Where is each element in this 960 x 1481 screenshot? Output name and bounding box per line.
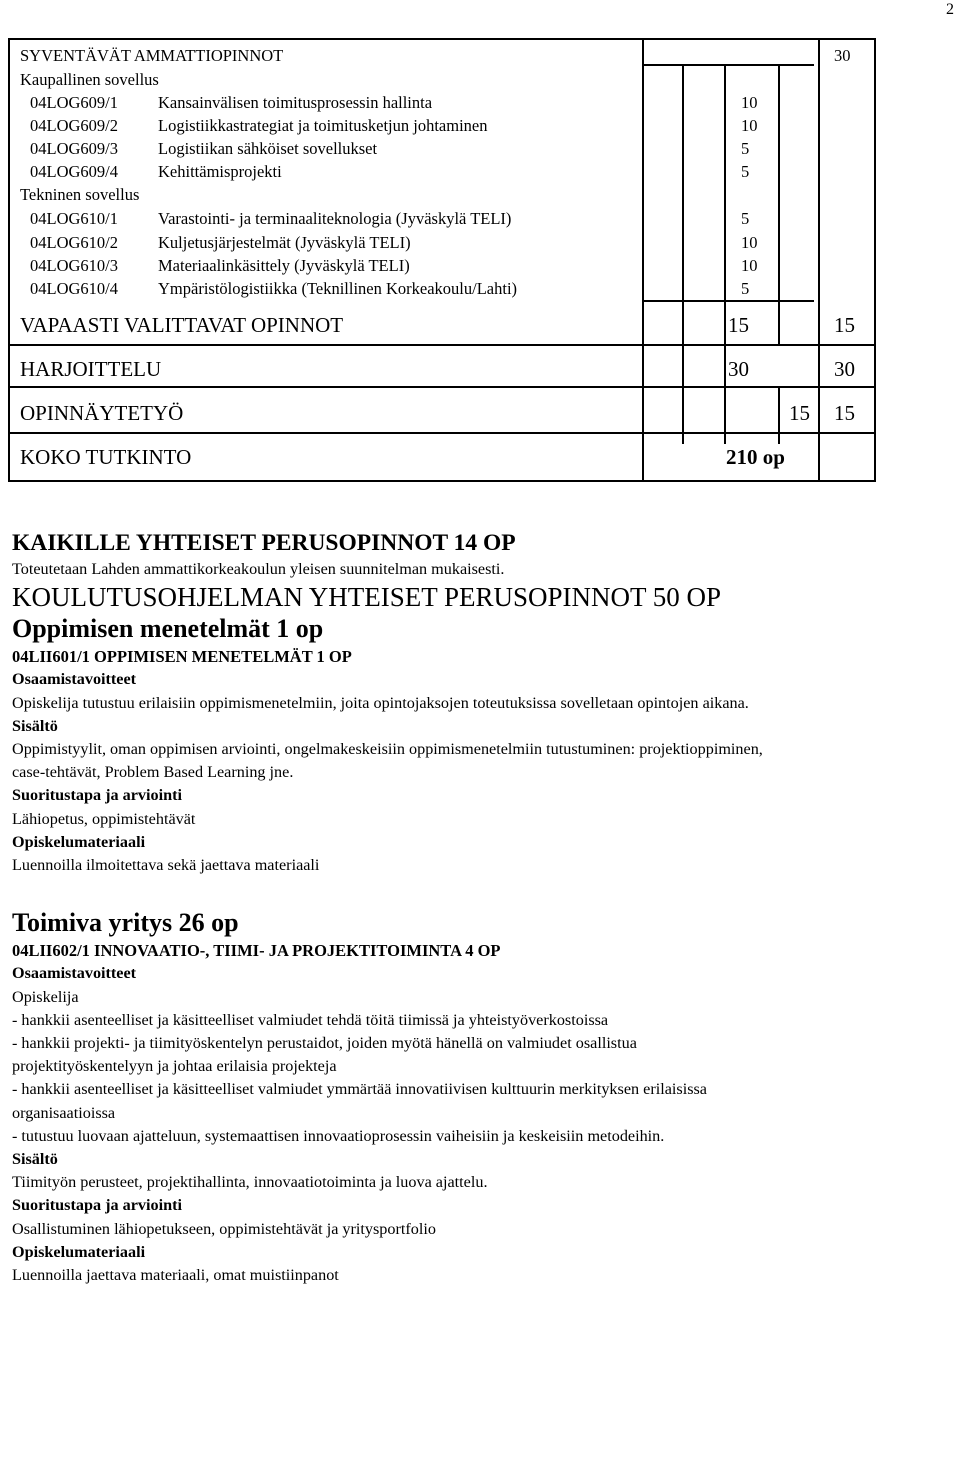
heading-koulutusohjelma: KOULUTUSOHJELMAN YHTEISET PERUSOPINNOT 50 OP	[12, 582, 722, 613]
document-body	[12, 528, 952, 1287]
course-code: 04LOG610/1	[30, 209, 118, 228]
course-credits: 10	[741, 256, 758, 275]
total-label: KOKO TUTKINTO	[20, 445, 192, 469]
group-label: Kaupallinen sovellus	[20, 70, 159, 89]
paragraph: Luennoilla jaettava materiaali, omat muistiinpanot	[12, 1266, 339, 1285]
paragraph: Oppimistyylit, oman oppimisen arviointi, ongelmakeskeisiin oppimismenetelmiin tutustuminen: projektioppiminen,	[12, 740, 763, 759]
course-credits: 5	[741, 279, 750, 298]
section-heading: Oppimisen menetelmät 1 op	[12, 614, 324, 644]
paragraph-line: - hankkii asenteelliset ja käsitteelliset valmiudet tehdä töitä tiimissä ja yhteistyöverkostoissa	[12, 1010, 609, 1029]
subheading-suoritustapa: Suoritustapa ja arviointi	[12, 786, 182, 805]
subheading-sisalto: Sisältö	[12, 1150, 58, 1169]
summary-label: VAPAASTI VALITTAVAT OPINNOT	[20, 313, 344, 337]
column-divider	[778, 66, 780, 344]
paragraph: Opiskelija tutustuu erilaisiin oppimismenetelmiin, joita opintojaksojen toteutuksissa sovelletaan opintojen aikana.	[12, 693, 749, 712]
course-credits: 10	[741, 233, 758, 252]
page-number: 2	[946, 1, 954, 18]
row-divider	[10, 344, 874, 346]
course-code: 04LOG609/2	[30, 116, 118, 135]
subheading-opiskelumateriaali: Opiskelumateriaali	[12, 1242, 146, 1261]
course-name: Varastointi- ja terminaaliteknologia (Jyväskylä TELI)	[158, 209, 512, 228]
summary-label: OPINNÄYTETYÖ	[20, 401, 184, 425]
row-divider	[642, 300, 814, 302]
column-divider	[642, 344, 644, 480]
column-divider	[818, 40, 820, 480]
course-heading: 04LII602/1 INNOVAATIO-, TIIMI- JA PROJEKTITOIMINTA 4 OP	[12, 941, 501, 961]
summary-value-b: 15	[834, 401, 855, 425]
course-credits: 10	[741, 93, 758, 112]
total-value: 210 op	[726, 445, 785, 469]
table-title-total: 30	[834, 46, 851, 65]
paragraph-line: - tutustuu luovaan ajatteluun, systemaattisen innovaatioprosessin vaiheisiin ja keskeisiin metodeihin.	[12, 1126, 665, 1145]
row-divider	[642, 64, 814, 66]
paragraph-line: - hankkii asenteelliset ja käsitteelliset valmiudet ymmärtää innovatiivisen kulttuurin merkityksen erilaisissa	[12, 1080, 707, 1099]
subheading-osaamistavoitteet: Osaamistavoitteet	[12, 670, 137, 689]
course-name: Logistiikan sähköiset sovellukset	[158, 139, 378, 158]
table-title: SYVENTÄVÄT AMMATTIOPINNOT	[20, 46, 284, 65]
summary-value-a: 15	[789, 401, 810, 425]
section-heading: Toimiva yritys 26 op	[12, 908, 239, 938]
course-code: 04LOG610/3	[30, 256, 118, 275]
summary-value-b: 30	[834, 357, 855, 381]
course-code: 04LOG610/4	[30, 279, 118, 298]
paragraph: case-tehtävät, Problem Based Learning jne.	[12, 763, 294, 782]
course-heading: 04LII601/1 OPPIMISEN MENETELMÄT 1 OP	[12, 647, 352, 667]
course-code: 04LOG609/1	[30, 93, 118, 112]
subheading-opiskelumateriaali: Opiskelumateriaali	[12, 832, 146, 851]
paragraph-line: organisaatioissa	[12, 1103, 116, 1122]
subheading-suoritustapa: Suoritustapa ja arviointi	[12, 1196, 182, 1215]
course-name: Kansainvälisen toimitusprosessin hallinta	[158, 93, 433, 112]
course-name: Kehittämisprojekti	[158, 162, 282, 181]
column-divider	[778, 388, 780, 444]
paragraph-line: projektityöskentelyyn ja johtaa erilaisia projekteja	[12, 1057, 337, 1076]
paragraph: Tiimityön perusteet, projektihallinta, innovaatiotoiminta ja luova ajattelu.	[12, 1173, 488, 1192]
subheading-osaamistavoitteet: Osaamistavoitteet	[12, 964, 137, 983]
course-credits: 5	[741, 139, 750, 158]
course-name: Ympäristölogistiikka (Teknillinen Korkeakoulu/Lahti)	[158, 279, 518, 298]
course-code: 04LOG609/4	[30, 162, 118, 181]
course-name: Materiaalinkäsittely (Jyväskylä TELI)	[158, 256, 410, 275]
course-name: Kuljetusjärjestelmät (Jyväskylä TELI)	[158, 233, 411, 252]
paragraph: Lähiopetus, oppimistehtävät	[12, 809, 196, 828]
course-credits: 5	[741, 209, 750, 228]
subheading-sisalto: Sisältö	[12, 716, 58, 735]
course-credits: 10	[741, 116, 758, 135]
summary-value-a: 15	[728, 313, 749, 337]
row-divider	[10, 386, 874, 388]
paragraph-line: - hankkii projekti- ja tiimityöskentelyn perustaidot, joiden myötä hänellä on valmiudet osallistua	[12, 1034, 637, 1053]
paragraph: Osallistuminen lähiopetukseen, oppimistehtävät ja yritysportfolio	[12, 1219, 436, 1238]
course-credits: 5	[741, 162, 750, 181]
curriculum-table	[8, 38, 876, 482]
summary-value-b: 15	[834, 313, 855, 337]
group-label: Tekninen sovellus	[20, 185, 140, 204]
heading-kaikille: KAIKILLE YHTEISET PERUSOPINNOT 14 OP	[12, 530, 516, 556]
course-code: 04LOG609/3	[30, 139, 118, 158]
summary-value-a: 30	[728, 357, 749, 381]
course-name: Logistiikkastrategiat ja toimitusketjun johtaminen	[158, 116, 488, 135]
paragraph-line: Opiskelija	[12, 987, 79, 1006]
kaikille-text: Toteutetaan Lahden ammattikorkeakoulun yleisen suunnitelman mukaisesti.	[12, 560, 505, 578]
paragraph: Luennoilla ilmoitettava sekä jaettava materiaali	[12, 856, 320, 875]
summary-label: HARJOITTELU	[20, 357, 162, 381]
course-code: 04LOG610/2	[30, 233, 118, 252]
column-divider	[642, 40, 644, 344]
row-divider	[10, 432, 874, 434]
